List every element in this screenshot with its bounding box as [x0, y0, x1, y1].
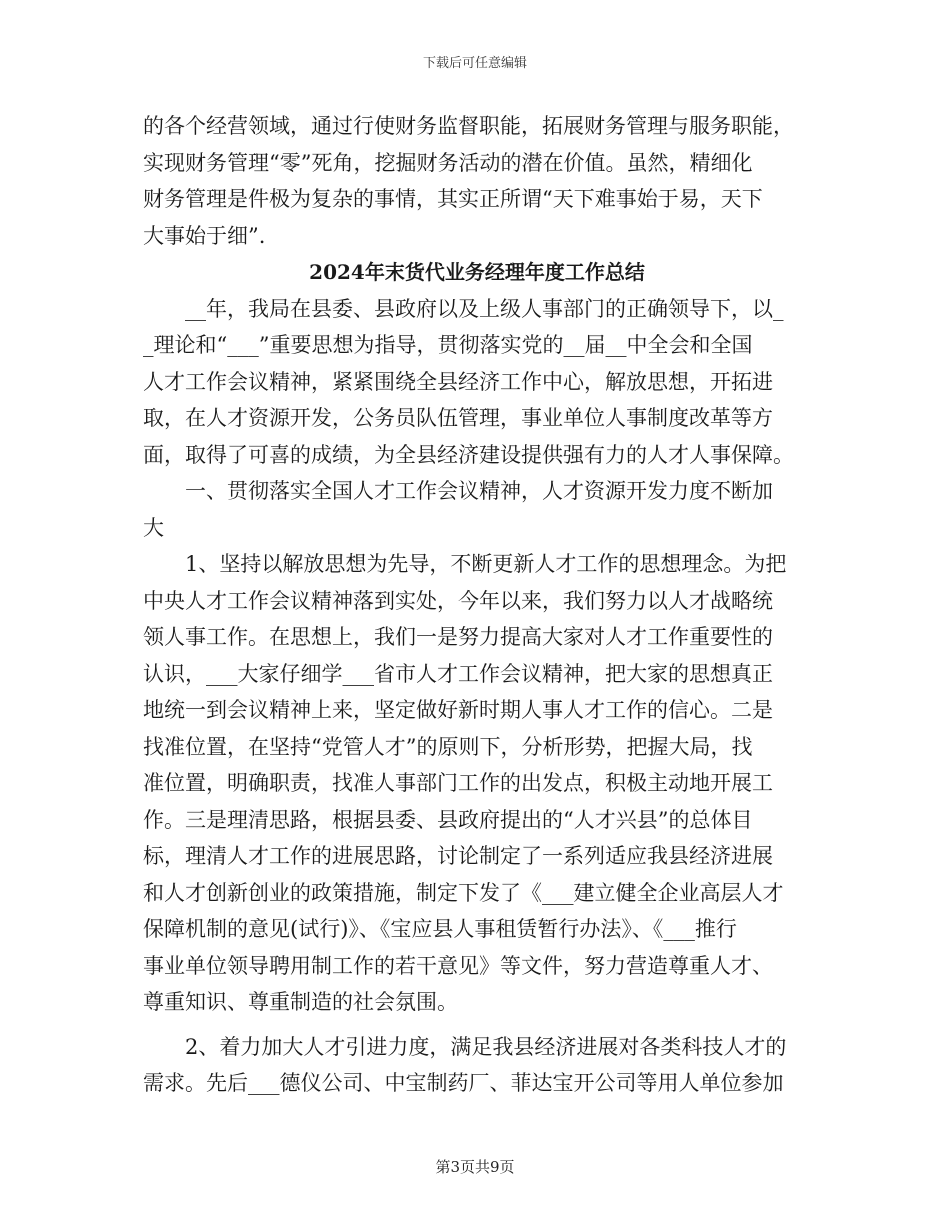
text-line: _理论和“___”重要思想为指导，贯彻落实党的__届__中全会和全国 — [143, 333, 753, 357]
text-line: 需求。先后___德仪公司、中宝制药厂、菲达宝开公司等用人单位参加 — [143, 1071, 784, 1095]
text-line: __年，我局在县委、县政府以及上级人事部门的正确领导下，以_ — [185, 296, 784, 321]
text-line: 2、着力加大人才引进力度，满足我县经济进展对各类科技人才的 — [185, 1034, 787, 1059]
text-line: 中央人才工作会议精神落到实处，今年以来，我们努力以人才战略统 — [143, 588, 773, 613]
text-line: 事业单位领导聘用制工作的若干意见》等文件，努力营造尊重人才、 — [143, 953, 773, 978]
text-line: 面，取得了可喜的成绩，为全县经济建设提供强有力的人才人事保障。 — [143, 442, 794, 467]
text-line: 人才工作会议精神，紧紧围绕全县经济工作中心，解放思想，开拓进 — [143, 369, 773, 394]
document-title: 2024年末货代业务经理年度工作总结 — [309, 260, 645, 284]
text-line: 尊重知识、尊重制造的社会氛围。 — [143, 990, 458, 1014]
page-header-note: 下载后可任意编辑 — [422, 56, 527, 71]
section-heading-cont: 大 — [143, 515, 164, 540]
text-line: 财务管理是件极为复杂的事情，其实正所谓“天下难事始于易，天下 — [143, 187, 763, 211]
document-body — [143, 108, 811, 1102]
text-line: 1、坚持以解放思想为先导，不断更新人才工作的思想理念。为把 — [185, 552, 787, 576]
text-line: 准位置，明确职责，找准人事部门工作的出发点，积极主动地开展工 — [143, 771, 773, 795]
text-line: 大事始于细”. — [143, 223, 266, 248]
text-line: 和人才创新创业的政策措施，制定下发了《___建立健全企业高层人才 — [143, 880, 784, 905]
text-line: 认识，___大家仔细学___省市人才工作会议精神，把大家的思想真正 — [143, 661, 773, 686]
text-line: 找准位置，在坚持“党管人才”的原则下，分析形势，把握大局，找 — [143, 734, 753, 759]
text-line: 地统一到会议精神上来，坚定做好新时期人事人才工作的信心。二是 — [143, 698, 773, 722]
text-line: 领人事工作。在思想上，我们一是努力提高大家对人才工作重要性的 — [143, 625, 773, 649]
text-line: 作。三是理清思路，根据县委、县政府提出的“人才兴县”的总体目 — [143, 807, 753, 832]
text-line: 实现财务管理“零”死角，挖掘财务活动的潜在价值。虽然，精细化 — [143, 150, 753, 175]
text-line: 的各个经营领域，通过行使财务监督职能，拓展财务管理与服务职能， — [143, 114, 794, 138]
page-number: 第3页共9页 — [435, 1158, 515, 1176]
text-line: 取，在人才资源开发，公务员队伍管理，事业单位人事制度改革等方 — [143, 406, 773, 430]
paragraph-gap — [143, 1021, 811, 1029]
text-line: 标，理清人才工作的进展思路，讨论制定了一系列适应我县经济进展 — [143, 844, 773, 868]
text-line: 保障机制的意见(试行)》、《宝应县人事租赁暂行办法》、《___推行 — [143, 917, 737, 941]
section-heading: 一、贯彻落实全国人才工作会议精神，人才资源开发力度不断加 — [185, 479, 773, 503]
